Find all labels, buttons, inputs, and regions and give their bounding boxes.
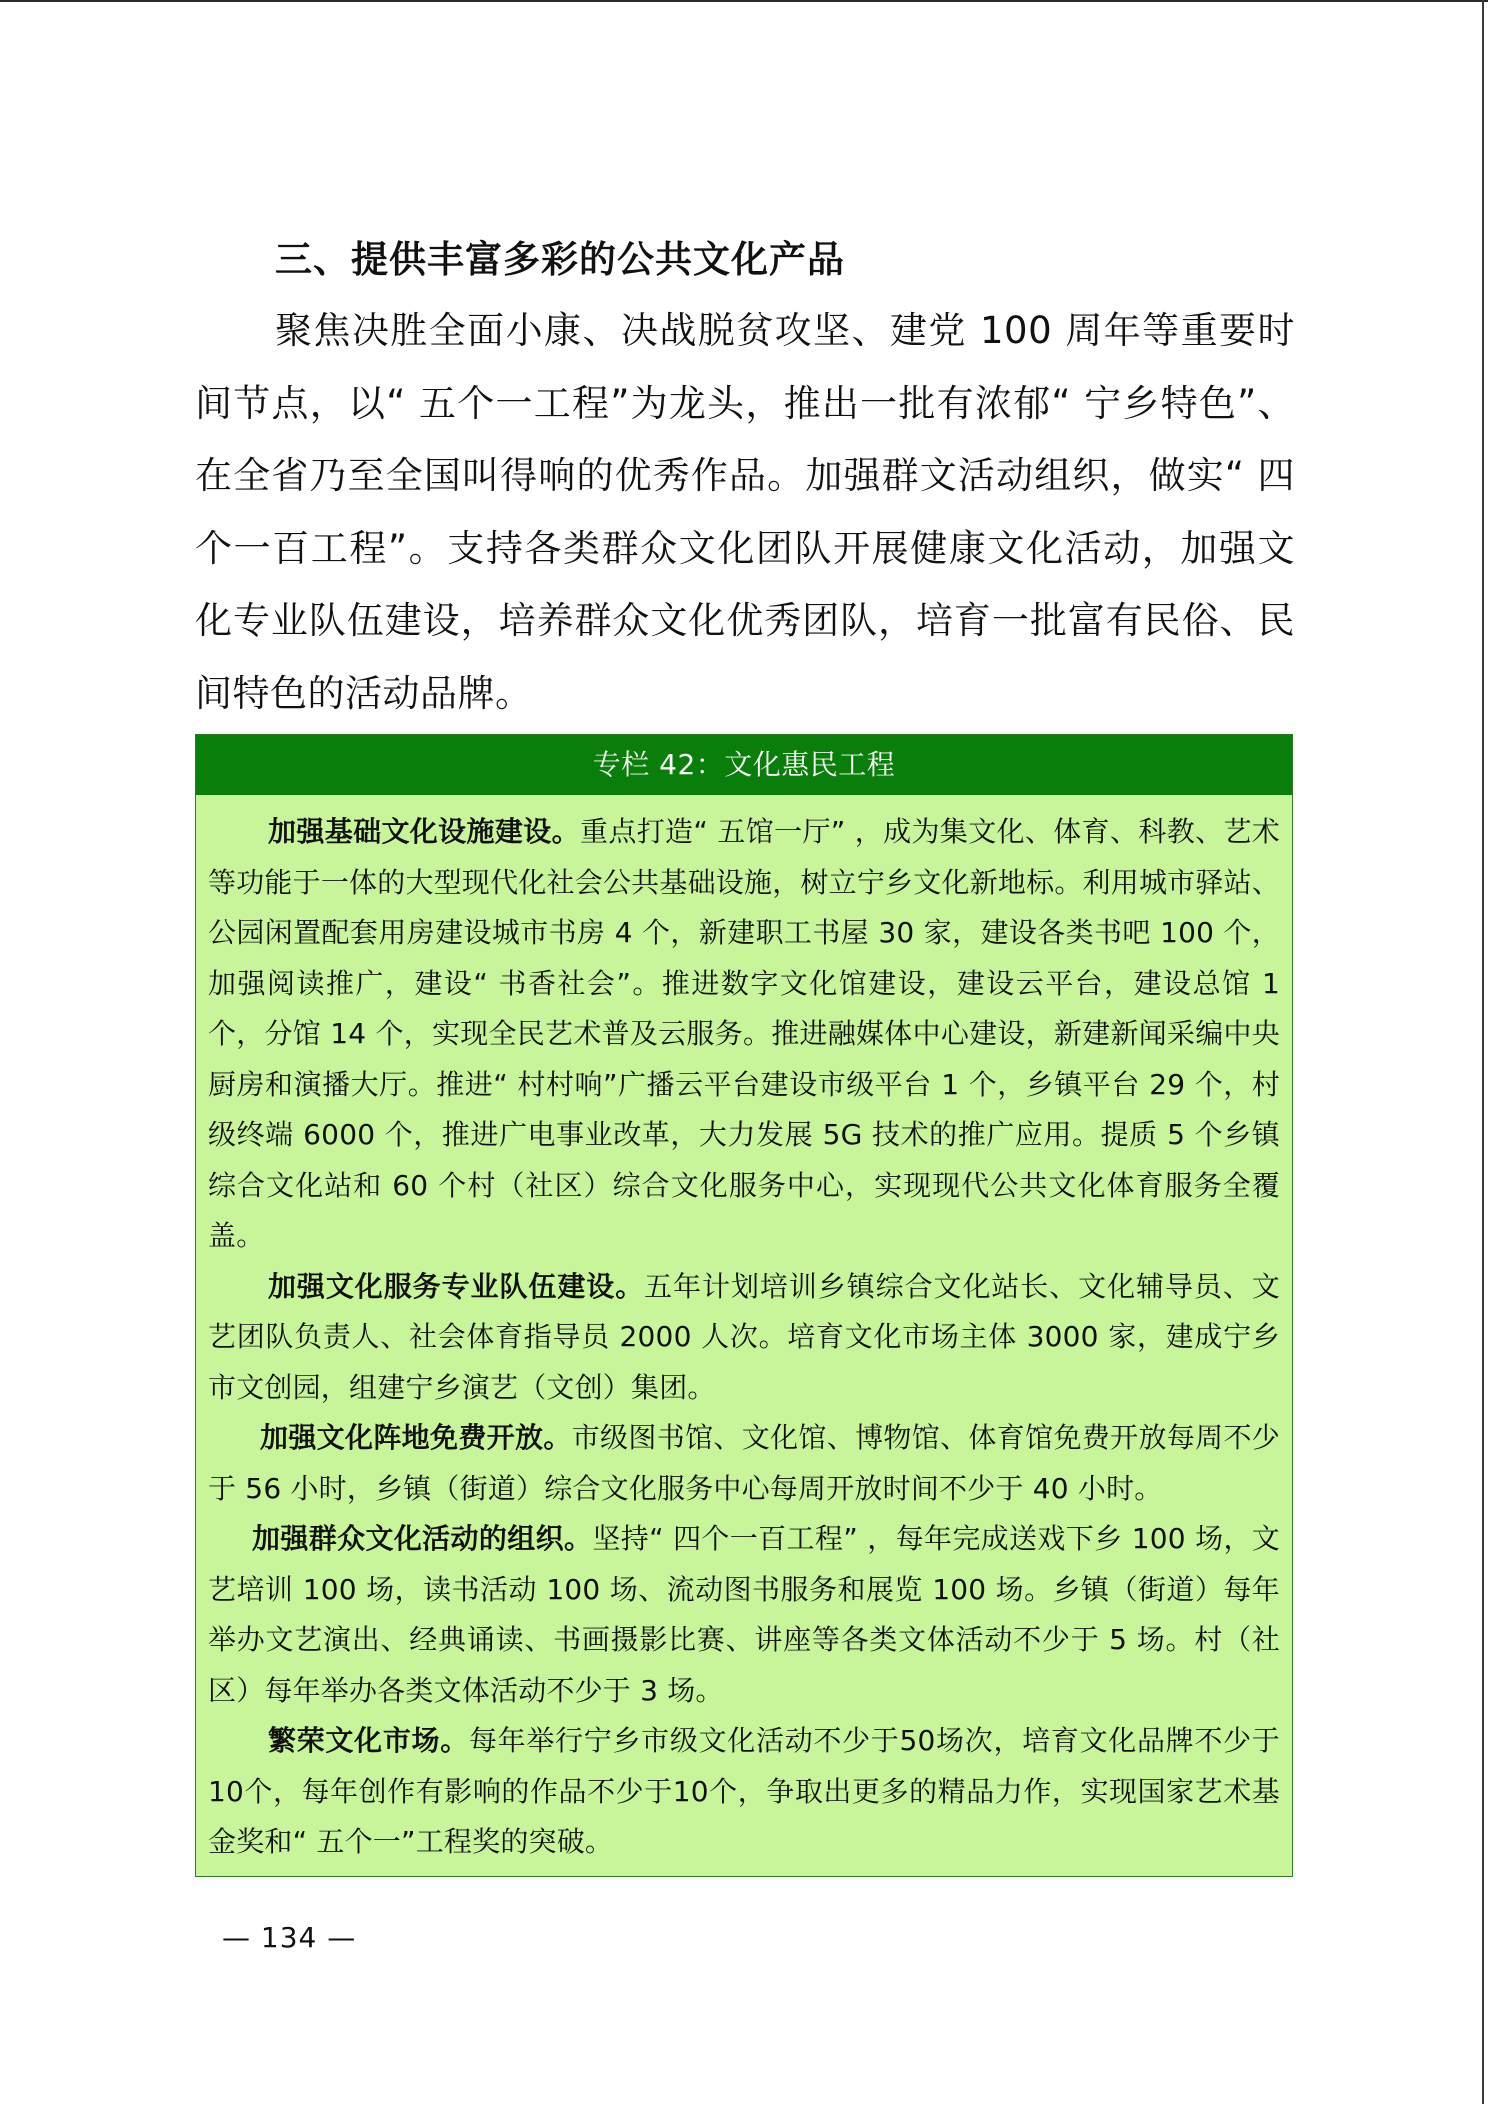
paragraph-lead: 加强基础文化设施建设。 [268, 815, 580, 848]
paragraph-lead: 加强群众文化活动的组织。 [252, 1522, 593, 1555]
column-paragraph-cultural-market [208, 1716, 1280, 1868]
paragraph-lead: 繁荣文化市场。 [268, 1724, 469, 1757]
paragraph-text: 坚持“ 四个一百工程” ，每年完成送戏下乡 100 场，文艺培训 100 场，读书活动 100 场、流动图书服务和展览 100 场。乡镇（街道）每年举办文艺演出、经典诵读、书画摄影比赛、讲座等各类文体活动不少于 5 场。村（社区）每年举办各类文体活动不少于 3 场。 [208, 1522, 1281, 1707]
column-paragraph-free-opening [208, 1413, 1280, 1514]
section-heading: 三、提供丰富多彩的公共文化产品 [275, 238, 845, 281]
page-border-right [1482, 0, 1484, 2104]
column-paragraph-team-building [208, 1262, 1280, 1414]
column-body [196, 795, 1292, 1876]
paragraph-text: 五年计划培训乡镇综合文化站长、文化辅导员、文艺团队负责人、社会体育指导员 2000 人次。培育文化市场主体 3000 家，建成宁乡市文创园，组建宁乡演艺（文创）集团。 [208, 1269, 1280, 1404]
paragraph-lead: 加强文化阵地免费开放。 [260, 1421, 572, 1454]
paragraph-text: 重点打造“ 五馆一厅” ，成为集文化、体育、科教、艺术等功能于一体的大型现代化社会公共基础设施，树立宁乡文化新地标。利用城市驿站、公园闲置配套用房建设城市书房 4 个，新建职工书屋 30 家，建设各类书吧 100 个，加强阅读推广，建设“ 书香社会”。推进数字文化馆建设，建设云平台，建设总馆 1 个，分馆 14 个，实现全民艺术普及云服务。推进融媒体中心建设，新建新闻采编中央厨房和演播大厅。推进“ 村村响”广播云平台建设市级平台 1 个，乡镇平台 29 个，村级终端 6000 个，推进广电事业改革，大力发展 5G 技术的推广应用。提质 5 个乡镇综合文化站和 60 个村（社区）综合文化服务中心，实现现代公共文化体育服务全覆盖。 [208, 815, 1281, 1252]
page-number: — 134 — [222, 1921, 357, 1954]
column-title: 专栏 42：文化惠民工程 [196, 735, 1292, 795]
page-content [195, 225, 1295, 1877]
paragraph-lead: 加强文化服务专业队伍建设。 [268, 1269, 645, 1303]
paragraph-text: 市级图书馆、文化馆、博物馆、体育馆免费开放每周不少于 56 小时，乡镇（街道）综合文化服务中心每周开放时间不少于 40 小时。 [208, 1421, 1281, 1505]
section-body-paragraph: 聚焦决胜全面小康、决战脱贫攻坚、建党 100 周年等重要时间节点，以“ 五个一工程”为龙头，推出一批有浓郁“ 宁乡特色”、在全省乃至全国叫得响的优秀作品。加强群文活动组织，做实“ 四个一百工程”。支持各类群众文化团队开展健康文化活动，加强文化专业队伍建设，培养群众文化优秀团队，培育一批富有民俗、民间特色的活动品牌。 [195, 309, 1295, 715]
column-paragraph-mass-activities [208, 1514, 1280, 1716]
page-border-top [0, 0, 1488, 2]
column-box [195, 734, 1293, 1877]
paragraph-text: 每年举行宁乡市级文化活动不少于50场次，培育文化品牌不少于10个，每年创作有影响的作品不少于10个，争取出更多的精品力作，实现国家艺术基金奖和“ 五个一”工程奖的突破。 [208, 1724, 1280, 1858]
column-paragraph-infrastructure [208, 807, 1280, 1262]
